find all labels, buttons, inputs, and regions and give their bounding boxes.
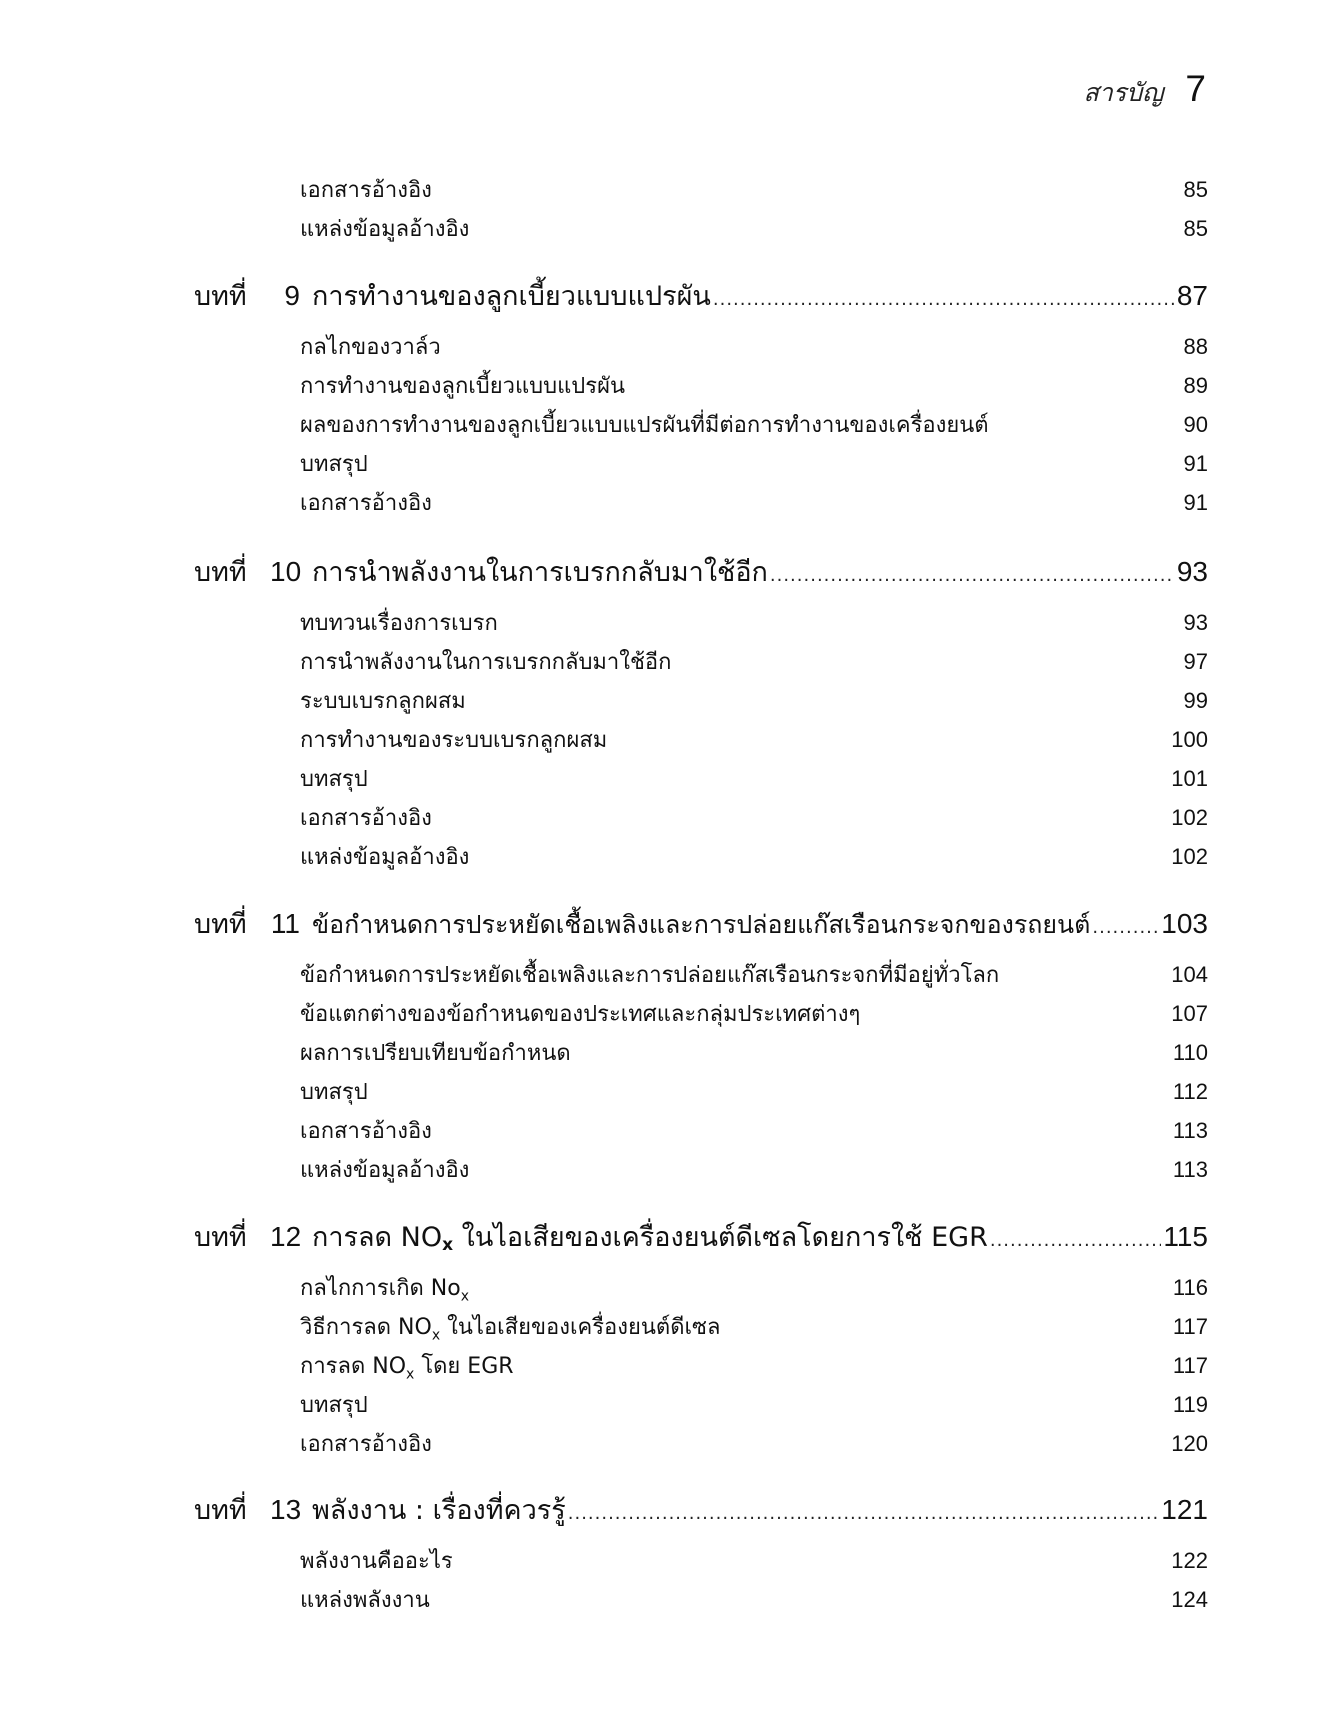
entry-page: 120 bbox=[1171, 1431, 1208, 1456]
entry-title: กลไกการเกิด $No_x$ bbox=[300, 1276, 470, 1305]
entry-page: 119 bbox=[1172, 1392, 1208, 1417]
toc-entry[interactable] bbox=[300, 608, 1208, 638]
chapter-title: การทำงานของลูกเบี้ยวแบบแปรผัน bbox=[312, 281, 711, 312]
toc-entry[interactable] bbox=[300, 1546, 1208, 1576]
toc-entry[interactable] bbox=[300, 1351, 1208, 1381]
entry-title: พลังงานคืออะไร bbox=[300, 1549, 453, 1574]
chapter-label: บทที่ bbox=[194, 557, 247, 588]
entry-page: 113 bbox=[1172, 1157, 1208, 1182]
chapter-title: ข้อกำหนดการประหยัดเชื้อเพลิงและการปล่อยแก๊สเรือนกระจกของรถยนต์ bbox=[312, 910, 1091, 939]
entry-page: 91 bbox=[1183, 451, 1208, 476]
chapter-heading[interactable] bbox=[194, 553, 1208, 591]
entry-page: 117 bbox=[1172, 1353, 1208, 1378]
entry-title: ข้อกำหนดการประหยัดเชื้อเพลิงและการปล่อยแก๊สเรือนกระจกที่มีอยู่ทั่วโลก bbox=[300, 963, 1000, 988]
toc-entry[interactable] bbox=[300, 1273, 1208, 1303]
entry-page: 102 bbox=[1171, 844, 1208, 869]
entry-page: 100 bbox=[1171, 727, 1208, 752]
entry-title: ผลการเปรียบเทียบข้อกำหนด bbox=[300, 1041, 571, 1066]
entry-title: การทำงานของลูกเบี้ยวแบบแปรผัน bbox=[300, 374, 626, 399]
toc-entry[interactable] bbox=[300, 1585, 1208, 1615]
entry-page: 110 bbox=[1172, 1040, 1208, 1065]
chapter-page: 121 bbox=[1161, 1494, 1208, 1525]
chapter-heading[interactable] bbox=[194, 905, 1208, 943]
entry-page: 107 bbox=[1171, 1001, 1208, 1026]
toc-entry[interactable] bbox=[300, 725, 1208, 755]
entry-page: 99 bbox=[1183, 688, 1208, 713]
toc-entry[interactable] bbox=[300, 1077, 1208, 1107]
entry-page: 93 bbox=[1183, 610, 1208, 635]
toc-entry[interactable] bbox=[300, 488, 1208, 518]
entry-page: 85 bbox=[1183, 177, 1208, 202]
toc-entry[interactable] bbox=[300, 686, 1208, 716]
entry-page: 122 bbox=[1171, 1548, 1208, 1573]
toc-entry[interactable] bbox=[300, 1429, 1208, 1459]
chapter-label: บทที่ bbox=[194, 281, 247, 312]
entry-title: การลด $NO_x$ โดย EGR bbox=[300, 1354, 514, 1383]
dot-leader bbox=[568, 1495, 1160, 1533]
toc-entry[interactable] bbox=[300, 332, 1208, 362]
toc-entry[interactable] bbox=[300, 647, 1208, 677]
toc-entry[interactable] bbox=[300, 1155, 1208, 1185]
entry-title: การนำพลังงานในการเบรกกลับมาใช้อีก bbox=[300, 650, 672, 675]
entry-page: 90 bbox=[1183, 412, 1208, 437]
toc-entry[interactable] bbox=[300, 764, 1208, 794]
chapter-number: 12 bbox=[270, 1221, 302, 1252]
entry-page: 102 bbox=[1171, 805, 1208, 830]
chapter-title: การนำพลังงานในการเบรกกลับมาใช้อีก bbox=[312, 557, 768, 588]
entry-page: 124 bbox=[1171, 1587, 1208, 1612]
entry-title: กลไกของวาล์ว bbox=[300, 335, 441, 360]
entry-title: เอกสารอ้างอิง bbox=[300, 491, 432, 516]
chapter-page: 93 bbox=[1176, 556, 1208, 587]
dot-leader bbox=[990, 1222, 1162, 1260]
chapter-title: พลังงาน : เรื่องที่ควรรู้ bbox=[312, 1495, 566, 1526]
chapter-heading[interactable] bbox=[194, 277, 1208, 315]
entry-title: เอกสารอ้างอิง bbox=[300, 806, 432, 831]
entry-page: 113 bbox=[1172, 1118, 1208, 1143]
entry-title: แหล่งข้อมูลอ้างอิง bbox=[300, 845, 470, 870]
chapter-number: 9 bbox=[284, 280, 300, 311]
chapter-number: 13 bbox=[270, 1494, 302, 1525]
chapter-label: บทที่ bbox=[194, 909, 247, 940]
chapter-page: 87 bbox=[1176, 280, 1208, 311]
chapter-label: บทที่ bbox=[194, 1495, 247, 1526]
entry-page: 101 bbox=[1171, 766, 1208, 791]
chapter-label: บทที่ bbox=[194, 1222, 247, 1253]
entry-title: บทสรุป bbox=[300, 452, 368, 477]
toc-entry[interactable] bbox=[300, 1312, 1208, 1342]
dot-leader bbox=[1092, 909, 1159, 947]
entry-title: วิธีการลด $NO_x$ ในไอเสียของเครื่องยนต์ดีเซล bbox=[300, 1315, 721, 1344]
entry-title: ระบบเบรกลูกผสม bbox=[300, 689, 466, 714]
entry-page: 89 bbox=[1183, 373, 1208, 398]
entry-page: 85 bbox=[1183, 216, 1208, 241]
entry-title: บทสรุป bbox=[300, 767, 368, 792]
toc-entry[interactable] bbox=[300, 1390, 1208, 1420]
toc-entry[interactable] bbox=[300, 410, 1208, 440]
chapter-heading[interactable] bbox=[194, 1491, 1208, 1529]
dot-leader bbox=[713, 281, 1175, 319]
entry-title: แหล่งข้อมูลอ้างอิง bbox=[300, 217, 470, 242]
entry-title: บทสรุป bbox=[300, 1080, 368, 1105]
entry-page: 97 bbox=[1183, 649, 1208, 674]
chapter-title: การลด $NO_x$ ในไอเสียของเครื่องยนต์ดีเซลโดยการใช้ EGR bbox=[312, 1222, 988, 1255]
toc-entry[interactable] bbox=[300, 999, 1208, 1029]
entry-page: 91 bbox=[1183, 490, 1208, 515]
entry-title: ทบทวนเรื่องการเบรก bbox=[300, 611, 498, 636]
chapter-heading[interactable] bbox=[194, 1218, 1208, 1256]
toc-entry[interactable] bbox=[300, 1116, 1208, 1146]
toc-entry[interactable] bbox=[300, 449, 1208, 479]
entry-title: การทำงานของระบบเบรกลูกผสม bbox=[300, 728, 608, 753]
toc-entry[interactable] bbox=[300, 960, 1208, 990]
entry-page: 112 bbox=[1172, 1079, 1208, 1104]
entry-title: ผลของการทำงานของลูกเบี้ยวแบบแปรผันที่มีต่อการทำงานของเครื่องยนต์ bbox=[300, 413, 989, 438]
entry-page: 104 bbox=[1171, 962, 1208, 987]
entry-page: 116 bbox=[1172, 1275, 1208, 1300]
running-title: สารบัญ bbox=[1083, 78, 1164, 107]
entry-title: ข้อแตกต่างของข้อกำหนดของประเทศและกลุ่มประเทศต่างๆ bbox=[300, 1002, 861, 1027]
toc-entry[interactable] bbox=[300, 1038, 1208, 1068]
toc-entry[interactable] bbox=[300, 803, 1208, 833]
entry-title: เอกสารอ้างอิง bbox=[300, 178, 432, 203]
toc-entry[interactable] bbox=[300, 842, 1208, 872]
entry-title: แหล่งพลังงาน bbox=[300, 1588, 430, 1613]
entry-page: 117 bbox=[1172, 1314, 1208, 1339]
dot-leader bbox=[770, 557, 1175, 595]
entry-title: บทสรุป bbox=[300, 1393, 368, 1418]
toc-entry[interactable] bbox=[300, 371, 1208, 401]
toc-entry[interactable] bbox=[300, 175, 1208, 205]
chapter-page: 103 bbox=[1161, 908, 1208, 939]
entry-page: 88 bbox=[1183, 334, 1208, 359]
entry-title: แหล่งข้อมูลอ้างอิง bbox=[300, 1158, 470, 1183]
chapter-number: 11 bbox=[270, 908, 300, 939]
chapter-page: 115 bbox=[1163, 1221, 1208, 1252]
chapter-number: 10 bbox=[270, 556, 302, 587]
page-number: 7 bbox=[1185, 68, 1206, 109]
entry-title: เอกสารอ้างอิง bbox=[300, 1119, 432, 1144]
entry-title: เอกสารอ้างอิง bbox=[300, 1432, 432, 1457]
toc-entry[interactable] bbox=[300, 214, 1208, 244]
